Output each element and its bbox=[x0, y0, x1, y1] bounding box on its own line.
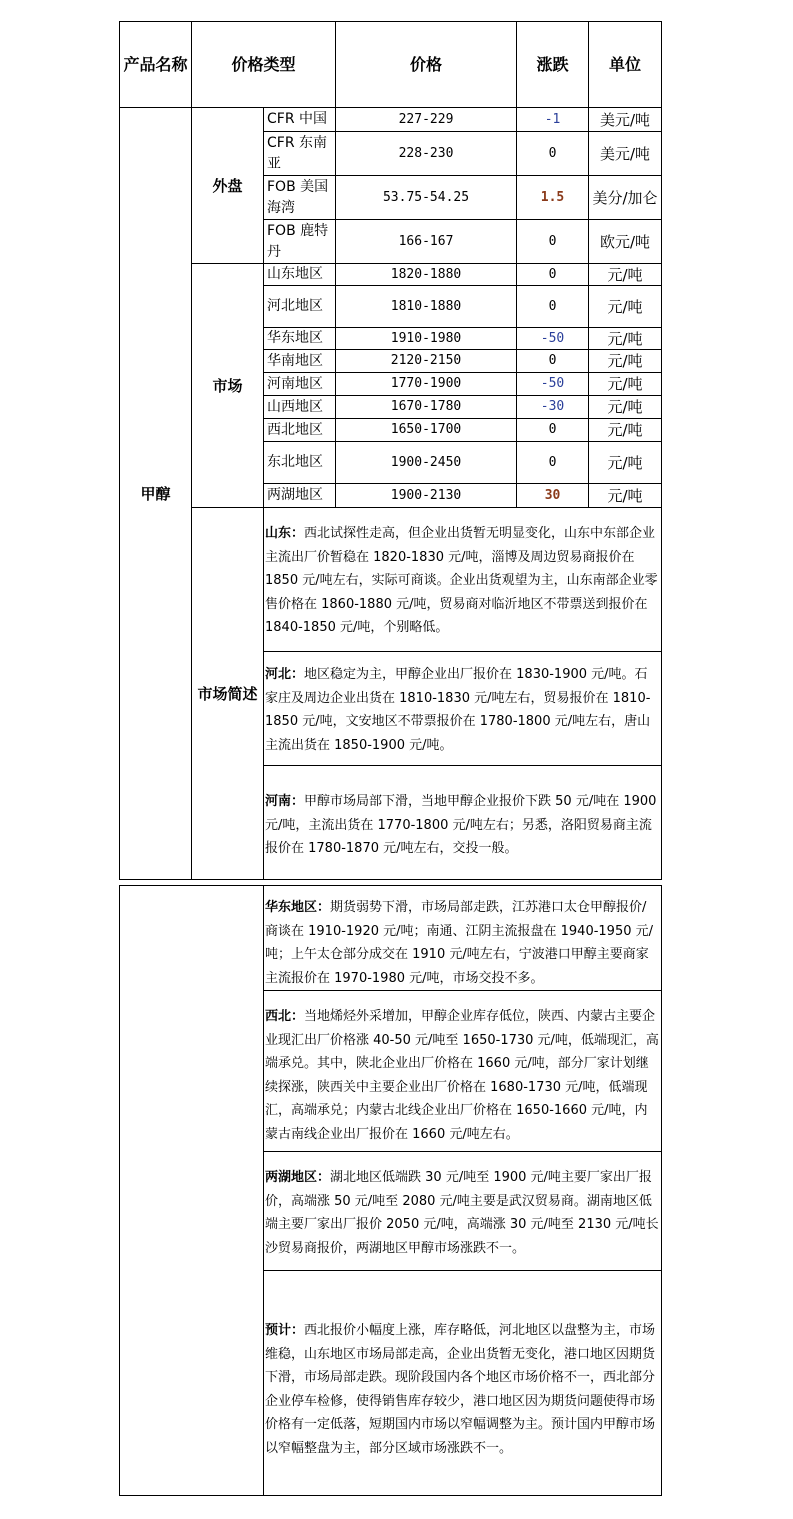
row-name: 华南地区 bbox=[264, 350, 336, 373]
row-name: CFR 东南亚 bbox=[264, 132, 336, 176]
row-price: 1810-1880 bbox=[336, 286, 517, 328]
note-title: 两湖地区： bbox=[265, 1170, 331, 1185]
row-name: 西北地区 bbox=[264, 419, 336, 442]
note-text: 当地烯烃外采增加，甲醇企业库存低位，陕西、内蒙古主要企业现汇出厂价格涨 40-50 元/吨至 1650-1730 元/吨，低端现汇，高端承兑。其中，陕北企业出厂价格在 1660 元/吨，部分厂家计划继续探涨，陕西关中主要企业出厂价格在 1680-1730 元/吨，低端现汇，高端承兑；内蒙古北线企业出厂价格在 1650-1660 元/吨，内蒙古南线企业出厂报价在 1660 元/吨左右。 bbox=[265, 1009, 659, 1142]
row-name: 河南地区 bbox=[264, 373, 336, 396]
row-unit: 元/吨 bbox=[589, 373, 662, 396]
row-name: 河北地区 bbox=[264, 286, 336, 328]
note-lianghu bbox=[264, 1152, 662, 1271]
note-title: 河南： bbox=[265, 794, 305, 809]
row-unit: 元/吨 bbox=[589, 328, 662, 350]
row-price: 1650-1700 bbox=[336, 419, 517, 442]
header-change: 涨跌 bbox=[517, 22, 589, 108]
note-title: 西北： bbox=[265, 1009, 305, 1024]
row-price: 1770-1900 bbox=[336, 373, 517, 396]
row-change: 0 bbox=[517, 286, 589, 328]
header-row bbox=[120, 22, 662, 108]
row-unit: 元/吨 bbox=[589, 264, 662, 286]
section-summary: 市场简述 bbox=[192, 508, 264, 880]
row-price: 1910-1980 bbox=[336, 328, 517, 350]
note-text: 地区稳定为主，甲醇企业出厂报价在 1830-1900 元/吨。石家庄及周边企业出货在 1810-1830 元/吨左右，贸易报价在 1810-1850 元/吨，文安地区不带票报价在 1780-1800 元/吨左右，唐山主流出货在 1850-1900 元/吨。 bbox=[265, 667, 651, 753]
table-row bbox=[120, 508, 662, 652]
row-price: 227-229 bbox=[336, 108, 517, 132]
row-unit: 元/吨 bbox=[589, 484, 662, 508]
row-price: 2120-2150 bbox=[336, 350, 517, 373]
note-hebei bbox=[264, 652, 662, 766]
row-change: -50 bbox=[517, 328, 589, 350]
row-unit: 元/吨 bbox=[589, 350, 662, 373]
note-text: 期货弱势下滑，市场局部走跌，江苏港口太仓甲醇报价/商谈在 1910-1920 元/吨；南通、江阴主流报盘在 1940-1950 元/吨；上午太仓部分成交在 1910 元/吨左右，宁波港口甲醇主要商家主流报价在 1970-1980 元/吨，市场交投不多。 bbox=[265, 900, 654, 986]
note-text: 西北报价小幅度上涨，库存略低，河北地区以盘整为主，市场维稳，山东地区市场局部走高，企业出货暂无变化，港口地区因期货下滑，市场局部走跌。现阶段国内各个地区市场价格不一，西北部分企业停车检修，使得销售库存较少，港口地区因为期货问题使得市场价格有一定低落，短期国内市场以窄幅调整为主。预计国内甲醇市场以窄幅整盘为主，部分区域市场涨跌不一。 bbox=[265, 1323, 656, 1456]
note-title: 华东地区： bbox=[265, 900, 331, 915]
header-price: 价格 bbox=[336, 22, 517, 108]
table-row bbox=[120, 264, 662, 286]
note-forecast bbox=[264, 1271, 662, 1496]
methanol-price-table bbox=[119, 21, 662, 880]
header-product: 产品名称 bbox=[120, 22, 192, 108]
row-unit: 美元/吨 bbox=[589, 108, 662, 132]
row-unit: 元/吨 bbox=[589, 442, 662, 484]
note-title: 山东： bbox=[265, 526, 305, 541]
blank-cell bbox=[120, 886, 264, 1496]
row-name: FOB 美国海湾 bbox=[264, 176, 336, 220]
row-price: 228-230 bbox=[336, 132, 517, 176]
row-name: 两湖地区 bbox=[264, 484, 336, 508]
note-text: 甲醇市场局部下滑，当地甲醇企业报价下跌 50 元/吨在 1900 元/吨，主流出货在 1770-1800 元/吨左右；另悉，洛阳贸易商主流报价在 1780-1870 元/吨左右，交投一般。 bbox=[265, 794, 657, 856]
table-row bbox=[120, 108, 662, 132]
row-unit: 美分/加仑 bbox=[589, 176, 662, 220]
row-unit: 欧元/吨 bbox=[589, 220, 662, 264]
row-change: 0 bbox=[517, 442, 589, 484]
methanol-summary-continued bbox=[119, 885, 662, 1496]
row-name: FOB 鹿特丹 bbox=[264, 220, 336, 264]
row-unit: 美元/吨 bbox=[589, 132, 662, 176]
row-price: 53.75-54.25 bbox=[336, 176, 517, 220]
row-change: 0 bbox=[517, 220, 589, 264]
row-change: -30 bbox=[517, 396, 589, 419]
row-change: 0 bbox=[517, 350, 589, 373]
product-name: 甲醇 bbox=[120, 108, 192, 880]
row-change: 0 bbox=[517, 419, 589, 442]
note-east-china bbox=[264, 886, 662, 991]
note-northwest bbox=[264, 991, 662, 1152]
note-text: 西北试探性走高，但企业出货暂无明显变化，山东中东部企业主流出厂价暂稳在 1820-1830 元/吨，淄博及周边贸易商报价在 1850 元/吨左右，实际可商谈。企业出货观望为主，山东南部企业零售价格在 1860-1880 元/吨，贸易商对临沂地区不带票送到报价在 1840-1850 元/吨，个别略低。 bbox=[265, 526, 658, 635]
note-text: 湖北地区低端跌 30 元/吨至 1900 元/吨主要厂家出厂报价，高端涨 50 元/吨至 2080 元/吨主要是武汉贸易商。湖南地区低端主要厂家出厂报价 2050 元/吨，高端涨 30 元/吨至 2130 元/吨长沙贸易商报价，两湖地区甲醇市场涨跌不一。 bbox=[265, 1170, 659, 1256]
row-price: 166-167 bbox=[336, 220, 517, 264]
row-change: -50 bbox=[517, 373, 589, 396]
row-unit: 元/吨 bbox=[589, 286, 662, 328]
row-name: 山西地区 bbox=[264, 396, 336, 419]
row-name: 东北地区 bbox=[264, 442, 336, 484]
note-henan bbox=[264, 766, 662, 880]
header-unit: 单位 bbox=[589, 22, 662, 108]
row-price: 1820-1880 bbox=[336, 264, 517, 286]
row-name: 山东地区 bbox=[264, 264, 336, 286]
row-name: 华东地区 bbox=[264, 328, 336, 350]
note-title: 预计： bbox=[265, 1323, 305, 1338]
note-shandong bbox=[264, 508, 662, 652]
header-price-type: 价格类型 bbox=[192, 22, 336, 108]
row-change: 30 bbox=[517, 484, 589, 508]
table-row bbox=[120, 886, 662, 991]
row-price: 1900-2130 bbox=[336, 484, 517, 508]
row-change: 1.5 bbox=[517, 176, 589, 220]
row-unit: 元/吨 bbox=[589, 396, 662, 419]
note-title: 河北： bbox=[265, 667, 305, 682]
section-market: 市场 bbox=[192, 264, 264, 508]
row-change: 0 bbox=[517, 132, 589, 176]
row-change: 0 bbox=[517, 264, 589, 286]
row-change: -1 bbox=[517, 108, 589, 132]
row-name: CFR 中国 bbox=[264, 108, 336, 132]
row-unit: 元/吨 bbox=[589, 419, 662, 442]
row-price: 1900-2450 bbox=[336, 442, 517, 484]
section-external: 外盘 bbox=[192, 108, 264, 264]
row-price: 1670-1780 bbox=[336, 396, 517, 419]
